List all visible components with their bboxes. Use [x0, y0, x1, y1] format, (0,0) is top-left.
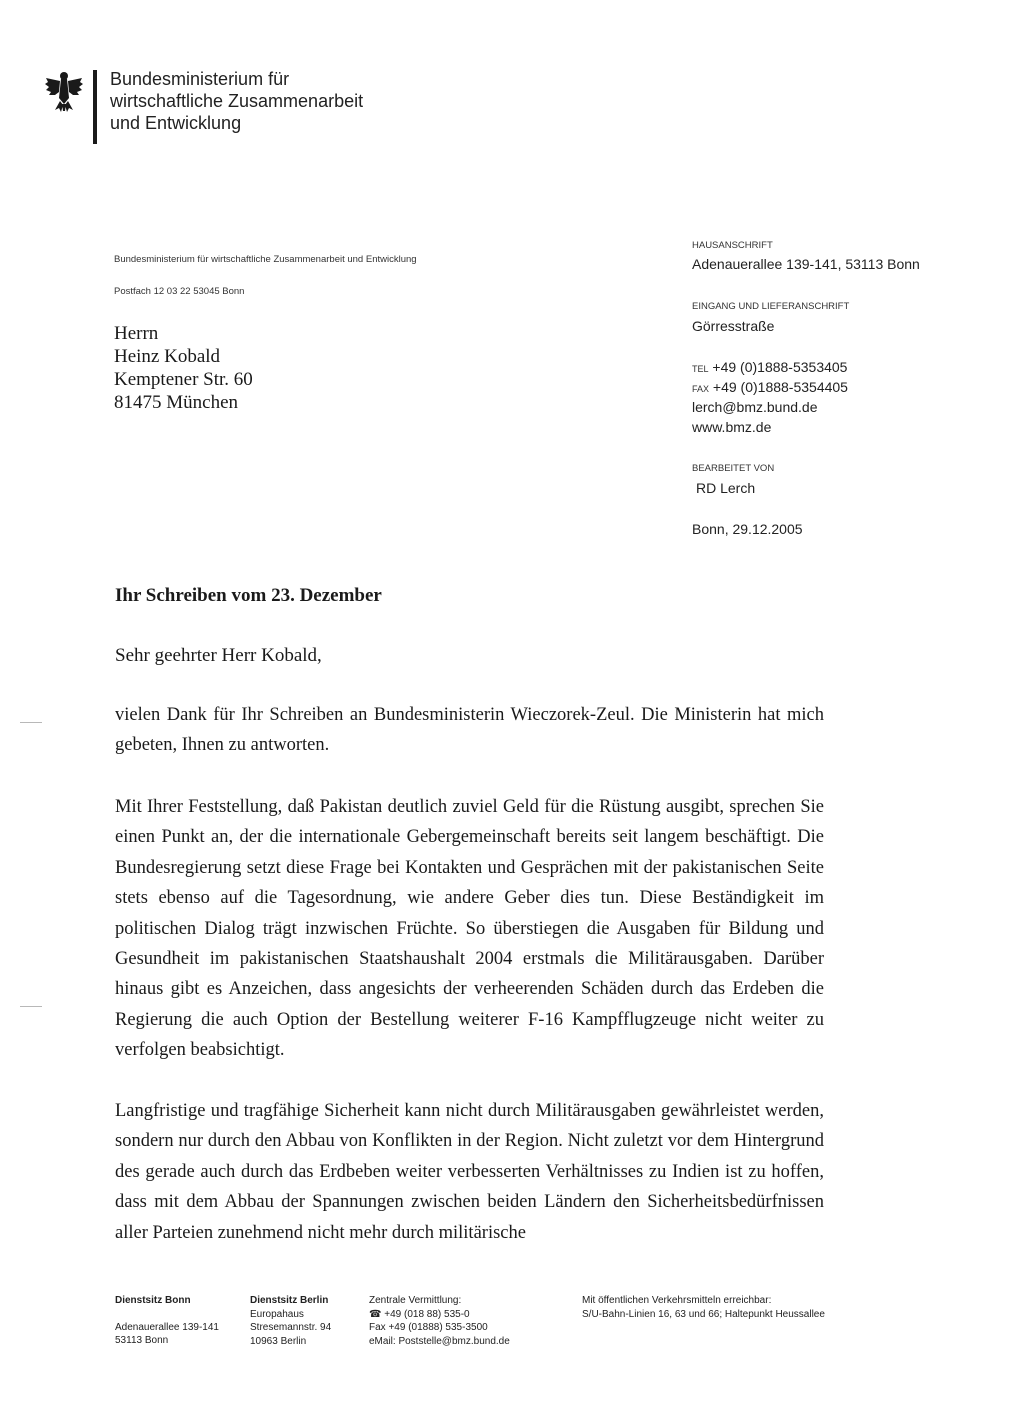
footer-berlin — [250, 1294, 331, 1348]
sender-return-line: Bundesministerium für wirtschaftliche Zusammenarbeit und Entwicklung — [114, 254, 417, 265]
footer-contact-title: Zentrale Vermittlung: — [369, 1295, 462, 1306]
footer-transit-title: Mit öffentlichen Verkehrsmitteln erreichbar: — [582, 1295, 772, 1306]
phone-icon: ☎ — [369, 1308, 382, 1320]
footer-bonn-line: Adenauerallee 139-141 — [115, 1321, 219, 1333]
recipient-line: Kemptener Str. 60 — [114, 369, 253, 390]
letter-paragraph: vielen Dank für Ihr Schreiben an Bundesministerin Wieczorek-Zeul. Die Ministerin hat mich gebeten, Ihnen zu antworten. — [115, 705, 824, 756]
tel-row — [692, 359, 847, 375]
footer-phone-row — [369, 1308, 510, 1322]
eingang-label: EINGANG UND LIEFERANSCHRIFT — [692, 301, 850, 312]
bearbeitet-value: RD Lerch — [696, 480, 756, 496]
letter-date: Bonn, 29.12.2005 — [692, 521, 803, 537]
footer-transit — [582, 1294, 825, 1321]
letter-salutation: Sehr geehrter Herr Kobald, — [115, 645, 322, 666]
tel-value: +49 (0)1888-5353405 — [712, 359, 848, 375]
hausanschrift-value: Adenauerallee 139-141, 53113 Bonn — [692, 256, 920, 272]
footer-contact — [369, 1294, 510, 1348]
ministry-name-line: und Entwicklung — [110, 113, 242, 133]
footer-email: eMail: Poststelle@bmz.bund.de — [369, 1335, 510, 1347]
letter-subject: Ihr Schreiben vom 23. Dezember — [115, 585, 382, 606]
email-value: lerch@bmz.bund.de — [692, 399, 818, 415]
ministry-name-line: Bundesministerium für — [110, 69, 290, 89]
footer-phone: +49 (018 88) 535-0 — [384, 1308, 470, 1320]
postbox-line: Postfach 12 03 22 53045 Bonn — [114, 286, 245, 297]
ministry-name-line: wirtschaftliche Zusammenarbeit — [110, 91, 364, 111]
fold-mark — [20, 1006, 42, 1007]
footer-transit-line: S/U-Bahn-Linien 16, 63 und 66; Haltepunkt Heussallee — [582, 1308, 825, 1320]
fax-value: +49 (0)1888-5354405 — [712, 379, 848, 395]
fax-label: FAX — [692, 384, 710, 394]
logo-divider-bar — [93, 70, 97, 144]
hausanschrift-label: HAUSANSCHRIFT — [692, 240, 773, 251]
footer-fax: Fax +49 (01888) 535-3500 — [369, 1322, 488, 1333]
footer-bonn-title: Dienstsitz Bonn — [115, 1295, 191, 1306]
recipient-line: Herrn — [114, 323, 159, 344]
eingang-value: Görresstraße — [692, 318, 775, 334]
recipient-line: 81475 München — [114, 392, 239, 413]
ministry-name — [110, 68, 363, 134]
federal-eagle-icon — [44, 68, 84, 114]
fold-mark — [20, 722, 42, 723]
web-value: www.bmz.de — [692, 419, 772, 435]
bearbeitet-label: BEARBEITET VON — [692, 463, 775, 474]
recipient-address — [114, 322, 253, 414]
recipient-line: Heinz Kobald — [114, 346, 221, 367]
footer-berlin-line: Europahaus — [250, 1308, 304, 1320]
footer-berlin-line: 10963 Berlin — [250, 1335, 307, 1347]
footer-bonn-line: 53113 Bonn — [115, 1335, 169, 1346]
footer-berlin-line: Stresemannstr. 94 — [250, 1322, 332, 1333]
tel-label: TEL — [692, 364, 709, 374]
letter-paragraph: Langfristige und tragfähige Sicherheit kann nicht durch Militärausgaben gewährleistet werden, sondern nur durch den Abbau von Konflikten in der Region. Nicht zuletzt vor dem Hintergrund des gerade auch durch das Erdbeben weiter verbesserten Verhältnisses zu Indien ist zu hoffen, dass mit dem Abbau der Spannungen zwischen beiden Ländern den Sicherheitsbedürfnissen aller Parteien zunehmend nicht mehr durch militärische — [115, 1101, 824, 1243]
footer-bonn — [115, 1294, 219, 1348]
letter-paragraph: Mit Ihrer Feststellung, daß Pakistan deutlich zuviel Geld für die Rüstung ausgibt, sprechen Sie einen Punkt an, der die internationale Gebergemeinschaft bereits seit langem beschäftigt. Die Bundesregierung setzt diese Frage bei Kontakten und Gesprächen mit der pakistanischen Seite stets ebenso auf die Tagesordnung, wie andere Geber dies tun. Diese Beständigkeit im politischen Dialog trägt inzwischen Früchte. So überstiegen die Ausgaben für Bildung und Gesundheit im pakistanischen Staatshaushalt 2004 erstmals die Militärausgaben. Darüber hinaus gibt es Anzeichen, dass angesichts der verheerenden Schäden durch das Erdeben die Regierung die auch Option der Bestellung weiterer F-16 Kampfflugzeuge nicht weiter zu verfolgen beabsichtigt. — [115, 797, 824, 1061]
fax-row — [692, 379, 848, 395]
footer-berlin-title: Dienstsitz Berlin — [250, 1295, 329, 1306]
